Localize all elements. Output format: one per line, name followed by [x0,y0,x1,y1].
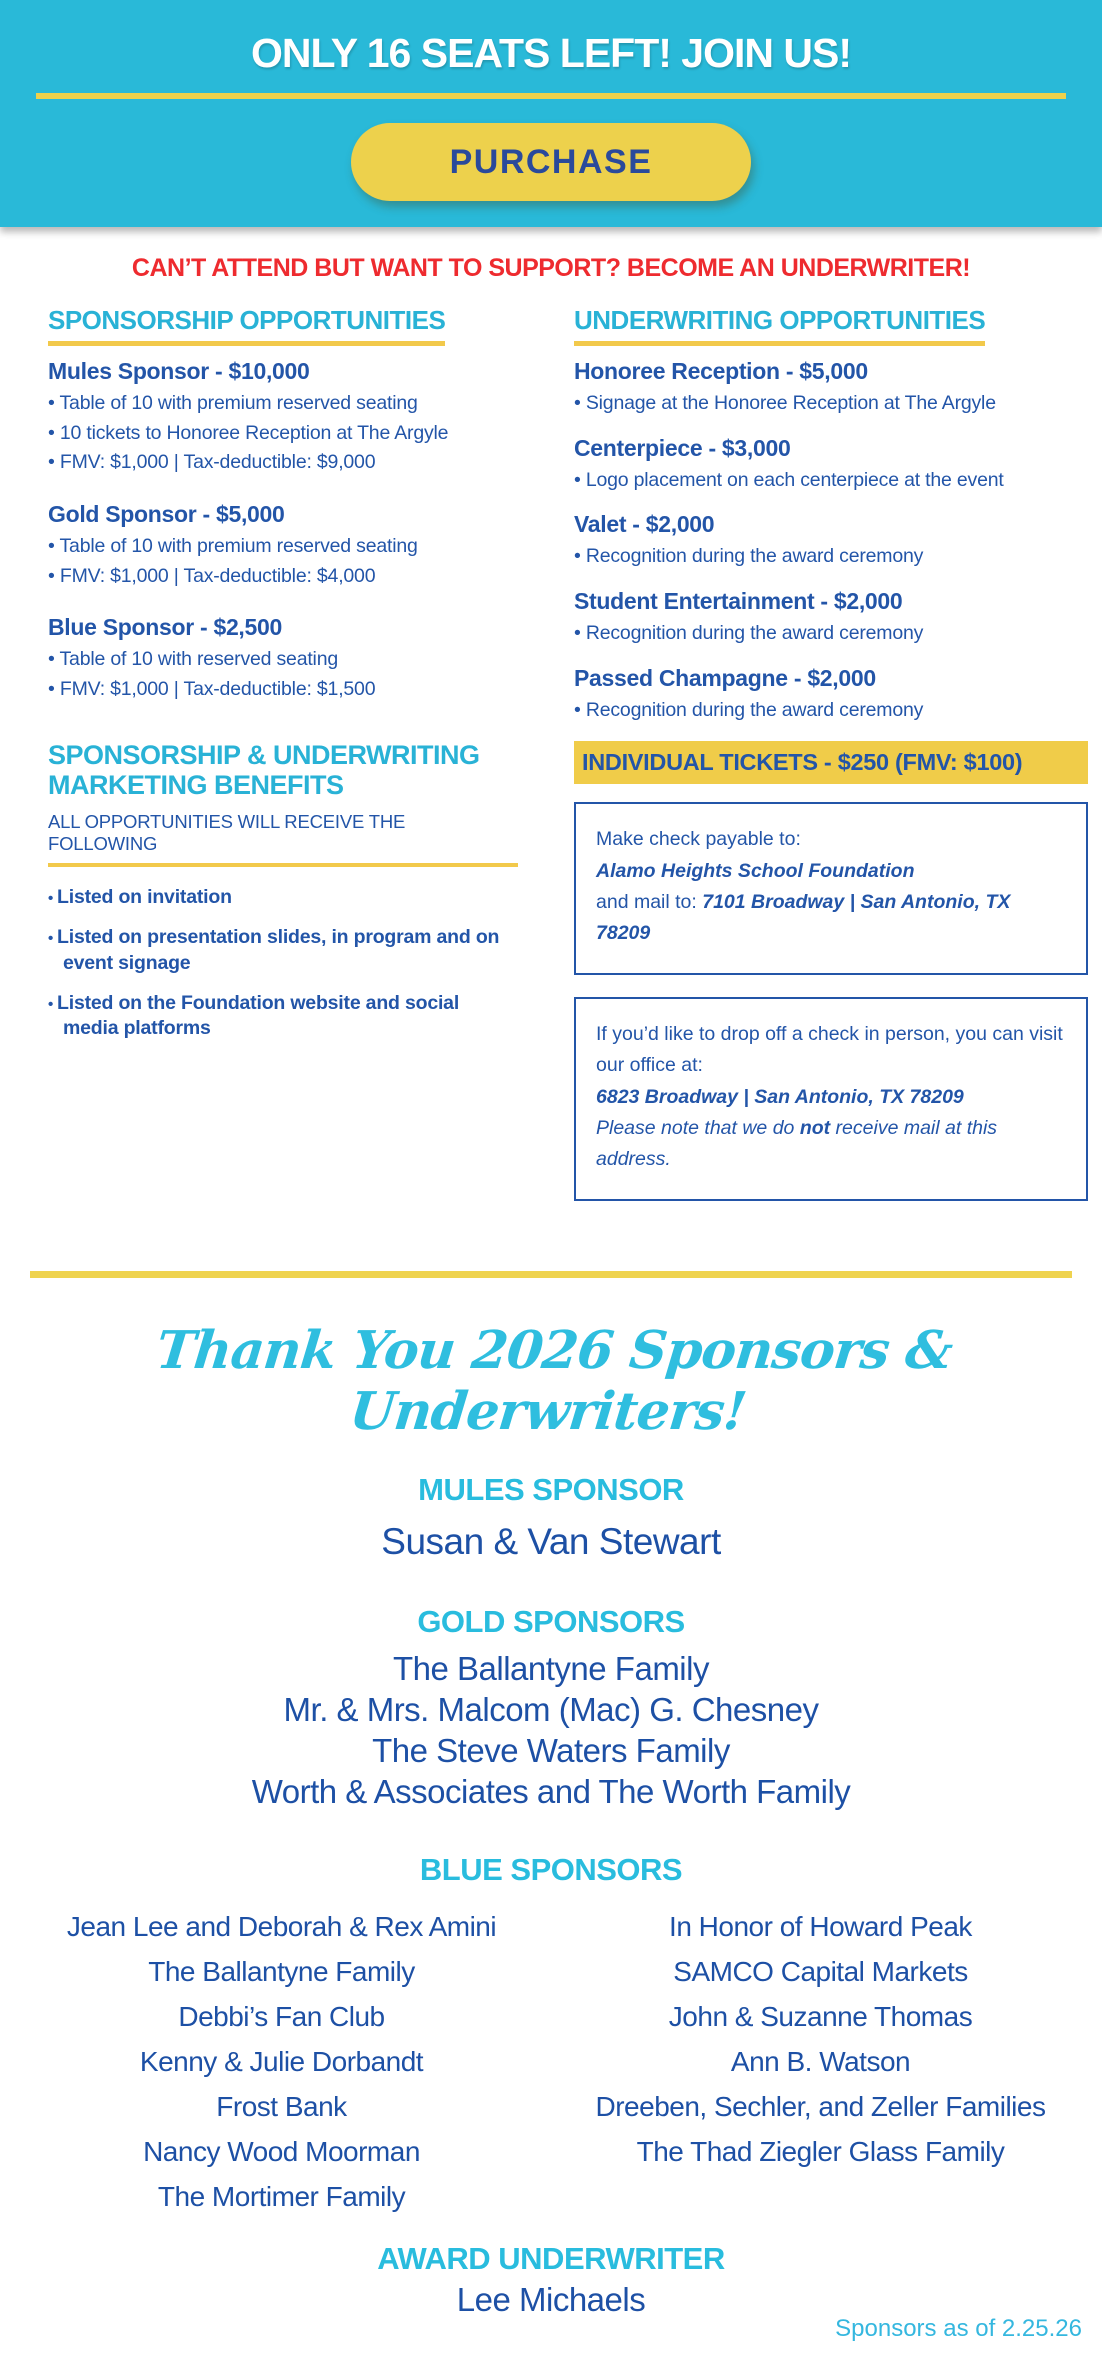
marketing-benefits-title [48,740,518,801]
no-mail-note [596,1113,1066,1175]
tier-name: Mules Sponsor - $10,000 [48,358,310,384]
opportunities-columns [0,305,1102,1223]
sponsor-name: Worth & Associates and The Worth Family [251,1773,851,1811]
sponsor-name: Dreeben, Sechler, and Zeller Families [595,2091,1046,2123]
underwriting-tier-honoree [574,358,1088,418]
tier-name: Honoree Reception - $5,000 [574,358,868,384]
tier-benefit: • Recognition during the award ceremony [574,697,1088,725]
sponsor-name: The Ballantyne Family [148,1956,415,1988]
note-pre: Please note that we do [596,1116,800,1139]
marketing-benefits-title-line2: MARKETING BENEFITS [48,770,344,801]
marketing-benefits-title-line1: SPONSORSHIP & UNDERWRITING [48,739,480,770]
sponsor-name: Frost Bank [216,2091,347,2123]
tier-benefit: • FMV: $1,000 | Tax-deductible: $9,000 [48,449,518,477]
underwriting-tier-centerpiece [574,435,1088,495]
sponsor-tier-gold [48,501,518,590]
tier-benefit: • Table of 10 with premium reserved seating [48,390,518,418]
sponsor-name: The Ballantyne Family [393,1650,709,1688]
sponsor-name: The Steve Waters Family [372,1732,730,1770]
section-divider [30,1271,1072,1278]
award-underwriter-title: AWARD UNDERWRITER [377,2241,725,2277]
blue-sponsors-left-column [12,1904,551,2219]
underwriting-tier-valet [574,511,1088,571]
sponsor-name: John & Suzanne Thomas [668,2001,973,2033]
tier-name: Passed Champagne - $2,000 [574,664,876,691]
gold-sponsors-title: GOLD SPONSORS [417,1604,685,1640]
dropoff-line: If you’d like to drop off a check in person, you can visit our office at: [596,1023,1063,1077]
mail-address-line [596,887,1066,949]
individual-tickets-banner: INDIVIDUAL TICKETS - $250 (FMV: $100) [574,741,1088,784]
sponsor-name: The Mortimer Family [157,2181,406,2213]
tier-benefit: • Logo placement on each centerpiece at the event [574,467,1088,495]
mail-address: 7101 Broadway | San Antonio, TX 78209 [596,890,1011,944]
blue-sponsors-columns [0,1904,1102,2219]
seats-left-headline: ONLY 16 SEATS LEFT! JOIN US! [250,30,852,76]
sponsor-tier-mules [48,358,518,477]
sponsors-as-of-note: Sponsors as of 2.25.26 [835,2315,1082,2343]
note-post: receive mail at this address. [596,1116,998,1170]
seats-left-banner [0,0,1102,227]
underwriting-title: UNDERWRITING OPPORTUNITIES [574,305,985,346]
sponsor-name: The Thad Ziegler Glass Family [636,2136,1005,2168]
sponsor-name: SAMCO Capital Markets [673,1956,968,1988]
sponsorship-opportunities-section [48,305,518,1057]
sponsor-name: In Honor of Howard Peak [669,1911,972,1943]
tier-name: Student Entertainment - $2,000 [574,588,903,615]
foundation-name: Alamo Heights School Foundation [596,859,915,882]
tier-benefit: • Signage at the Honoree Reception at The Argyle [574,390,1088,418]
sponsor-name: Nancy Wood Moorman [143,2136,420,2168]
blue-sponsors-title: BLUE SPONSORS [419,1852,683,1888]
tier-name: Blue Sponsor - $2,500 [48,614,282,641]
sponsor-name: Jean Lee and Deborah & Rex Amini [66,1911,497,1943]
underwriting-tier-passed-champagne [574,665,1088,725]
note-not: not [799,1116,831,1139]
check-payable-line: Make check payable to: [596,828,801,851]
blue-sponsors-right-column [551,1904,1090,2219]
dropoff-check-box [574,997,1088,1201]
office-address: 6823 Broadway | San Antonio, TX 78209 [596,1085,964,1108]
sponsor-name: Debbi’s Fan Club [178,2001,385,2033]
sponsor-name: Mr. & Mrs. Malcom (Mac) G. Chesney [283,1691,819,1729]
benefits-divider [48,863,518,867]
tier-benefit: • Recognition during the award ceremony [574,543,1088,571]
tier-benefit: • FMV: $1,000 | Tax-deductible: $4,000 [48,563,518,591]
benefit-item: • Listed on invitation [48,885,518,910]
sponsor-tier-blue [48,614,518,703]
tier-benefit: • 10 tickets to Honoree Reception at The Argyle [48,420,518,448]
tier-benefit: • Table of 10 with premium reserved seating [48,533,518,561]
banner-divider [36,93,1066,99]
sponsor-name: Ann B. Watson [730,2046,911,2078]
mules-sponsor-title: MULES SPONSOR [418,1472,684,1508]
underwriting-tier-student-entertainment [574,588,1088,648]
sponsorship-title: SPONSORSHIP OPPORTUNITIES [48,305,445,346]
benefit-item: • Listed on the Foundation website and social media platforms [48,991,518,1042]
tier-benefit: • FMV: $1,000 | Tax-deductible: $1,500 [48,676,518,704]
thank-you-heading: Thank You 2026 Sponsors & Underwriters! [153,1320,956,1443]
mail-to-prefix: and mail to: [596,890,703,913]
tier-benefit: • Table of 10 with reserved seating [48,646,518,674]
purchase-button[interactable]: PURCHASE [351,123,751,201]
tier-name: Gold Sponsor - $5,000 [48,501,285,528]
benefit-item: • Listed on presentation slides, in program and on event signage [48,925,518,976]
mail-check-box [574,802,1088,975]
sponsor-name: Susan & Van Stewart [381,1521,721,1563]
tier-name: Valet - $2,000 [574,511,715,538]
marketing-benefits-subtitle: ALL OPPORTUNITIES WILL RECEIVE THE FOLLOWING [48,810,406,854]
underwriter-callout: CAN’T ATTEND BUT WANT TO SUPPORT? BECOME AN UNDERWRITER! [131,254,971,282]
sponsor-name: Kenny & Julie Dorbandt [139,2046,424,2078]
tier-benefit: • Recognition during the award ceremony [574,620,1088,648]
sponsor-name: Lee Michaels [456,2281,646,2319]
underwriting-opportunities-section [574,305,1088,1223]
tier-name: Centerpiece - $3,000 [574,434,791,461]
